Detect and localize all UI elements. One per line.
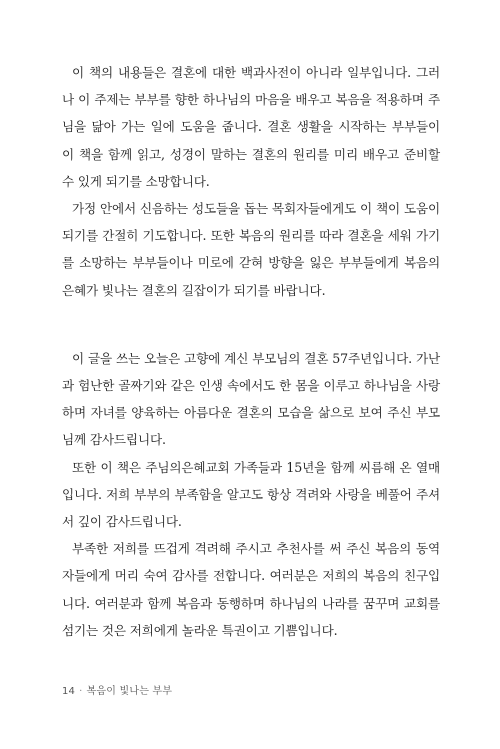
footer-separator: · — [79, 686, 83, 697]
page-footer — [62, 682, 172, 697]
body-paragraph: 이 책의 내용들은 결혼에 대한 백과사전이 아니라 일부입니다. 그러나 이 주제는 부부를 향한 하나님의 마음을 배우고 복음을 적용하며 주님을 닮아 가는 일에 도움을 줍니다. 결혼 생활을 시작하는 부부들이 이 책을 함께 읽고, 성경이 말하는 결혼의 원리를 미리 배우고 준비할 수 있게 되기를 소망합니다. — [62, 65, 440, 189]
page-body — [62, 59, 440, 644]
body-paragraph: 이 글을 쓰는 오늘은 고향에 계신 부모님의 결혼 57주년입니다. 가난과 험난한 골짜기와 같은 인생 속에서도 한 몸을 이루고 하나님을 사랑하며 자녀를 양육하는 아름다운 결혼의 모습을 삶으로 보여 주신 부모님께 감사드립니다. — [62, 350, 440, 448]
body-paragraph: 부족한 저희를 뜨겁게 격려해 주시고 추천사를 써 주신 복음의 동역자들에게 머리 숙여 감사를 전합니다. 여러분은 저희의 복음의 친구입니다. 여러분과 함께 복음과 동행하며 하나님의 나라를 꿈꾸며 교회를 섬기는 것은 저희에게 놀라운 특권이고 기쁨입니다. — [62, 541, 440, 638]
body-paragraph: 가정 안에서 신음하는 성도들을 돕는 목회자들에게도 이 책이 도움이 되기를 간절히 기도합니다. 또한 복음의 원리를 따라 결혼을 세워 가기를 소망하는 부부들이나 미로에 갇혀 방향을 잃은 부부들에게 복음의 은혜가 빛나는 결혼의 길잡이가 되기를 바랍니다. — [62, 201, 440, 298]
section-spacer — [62, 304, 440, 345]
body-paragraph: 또한 이 책은 주님의은혜교회 가족들과 15년을 함께 씨름해 온 열매입니다. 저희 부부의 부족함을 알고도 항상 격려와 사랑을 베풀어 주셔서 깊이 감사드립니다. — [62, 459, 440, 530]
page-number: 14 — [62, 686, 76, 697]
running-title: 복음이 빛나는 부부 — [86, 686, 173, 697]
